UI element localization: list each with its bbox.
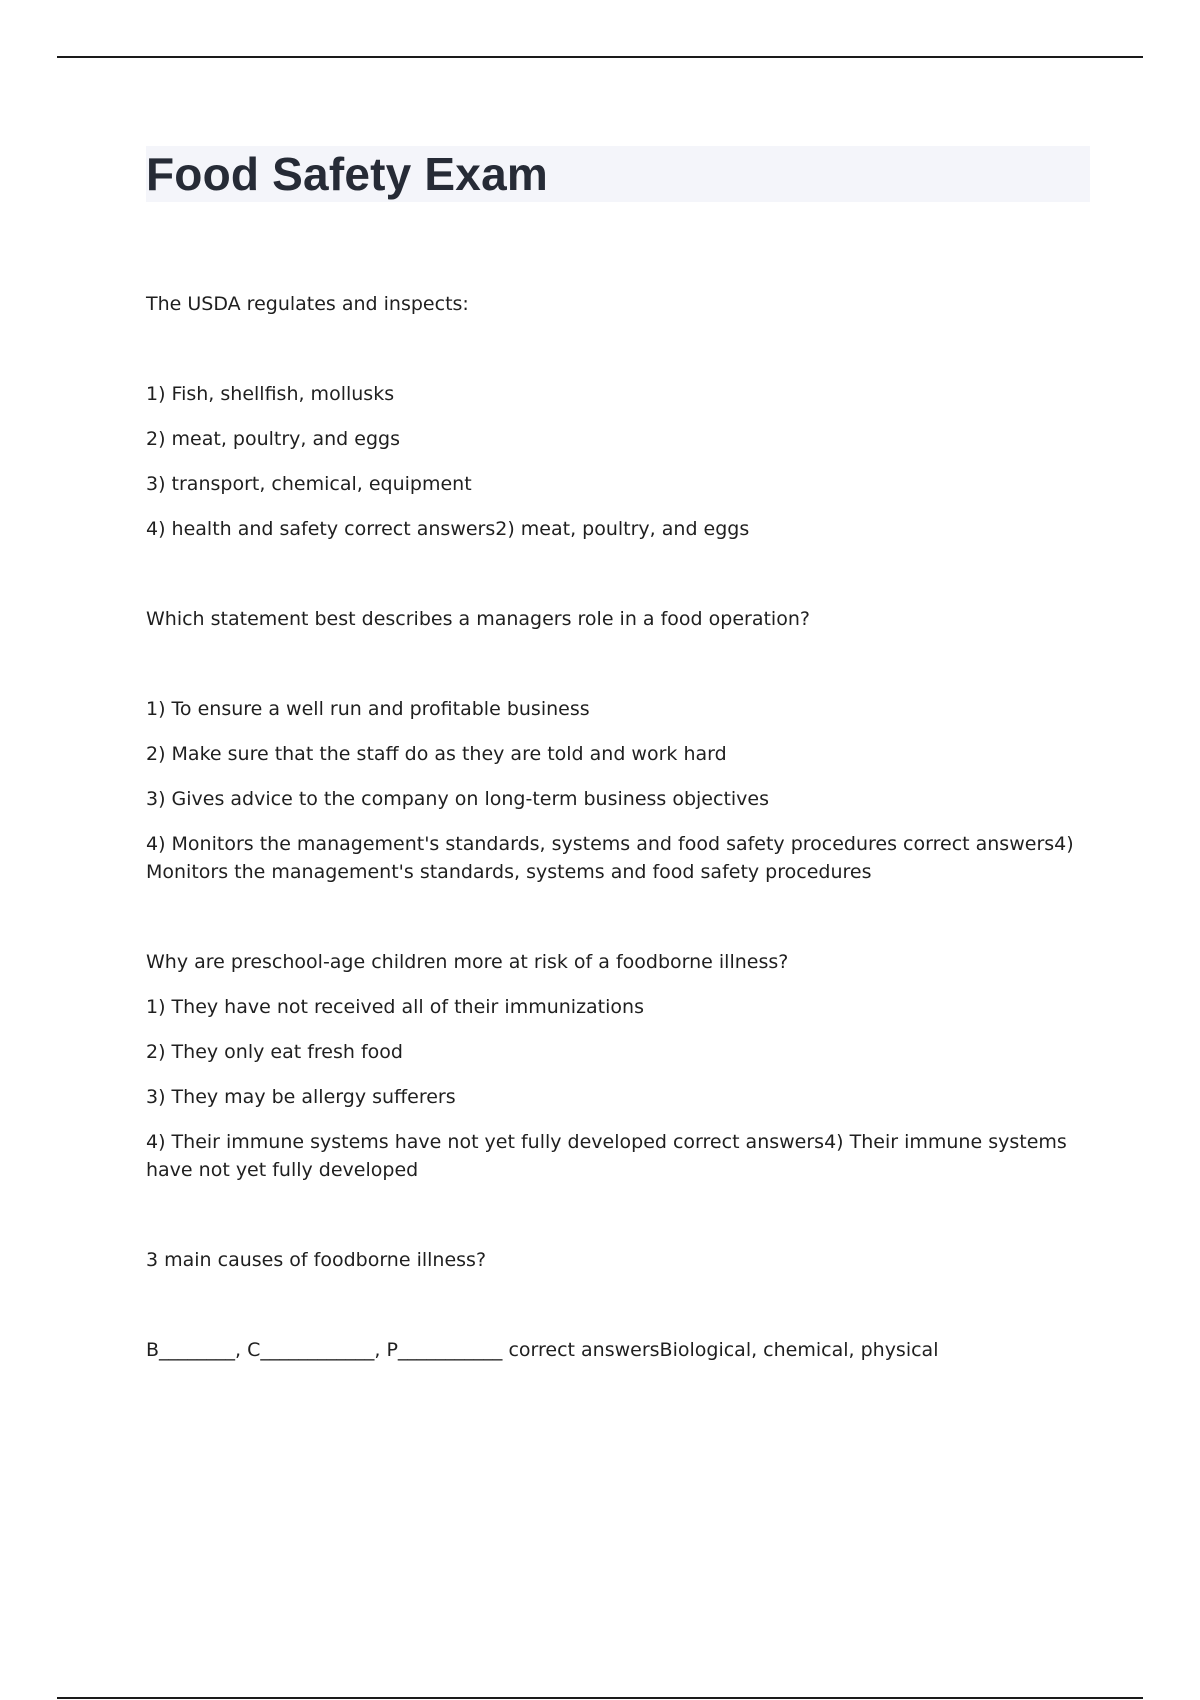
option-list [146, 993, 1090, 1184]
option-list [146, 695, 1090, 886]
option-item: 4) health and safety correct answers2) meat, poultry, and eggs [146, 518, 750, 540]
option-item: 1) To ensure a well run and profitable business [146, 698, 590, 720]
bottom-rule [57, 1697, 1143, 1699]
top-rule [57, 56, 1143, 58]
option-item: 2) They only eat fresh food [146, 1041, 403, 1063]
question-prompt: The USDA regulates and inspects: [146, 293, 469, 315]
question-prompt: Why are preschool-age children more at risk of a foodborne illness? [146, 951, 789, 973]
option-item: 1) Fish, shellfish, mollusks [146, 383, 395, 405]
option-item: 3) transport, chemical, equipment [146, 473, 472, 495]
question-prompt: 3 main causes of foodborne illness? [146, 1249, 487, 1271]
option-list [146, 380, 1090, 543]
option-item: 4) Monitors the management's standards, systems and food safety procedures correct answers4) Monitors the management's standards, systems and food safety procedures [146, 833, 1074, 883]
fill-in-answer: B________, C____________, P___________ correct answersBiological, chemical, physical [146, 1339, 939, 1361]
option-item: 4) Their immune systems have not yet fully developed correct answers4) Their immune systems have not yet fully developed [146, 1131, 1067, 1181]
option-item: 1) They have not received all of their immunizations [146, 996, 644, 1018]
option-item: 2) meat, poultry, and eggs [146, 428, 400, 450]
option-item: 3) Gives advice to the company on long-term business objectives [146, 788, 770, 810]
question-prompt: Which statement best describes a managers role in a food operation? [146, 608, 810, 630]
option-item: 3) They may be allergy sufferers [146, 1086, 456, 1108]
option-item: 2) Make sure that the staff do as they are told and work hard [146, 743, 727, 765]
exam-content [146, 290, 1090, 1364]
page-title: Food Safety Exam [146, 148, 548, 200]
